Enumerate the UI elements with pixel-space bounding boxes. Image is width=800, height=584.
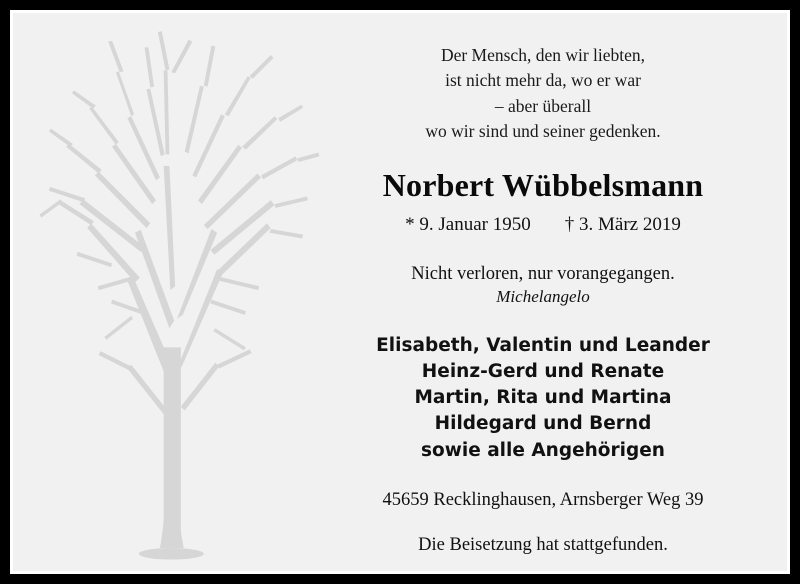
family-line-1: Elisabeth, Valentin und Leander	[376, 334, 710, 356]
death-date: † 3. März 2019	[564, 213, 681, 235]
quote-author: Michelangelo	[496, 286, 590, 306]
bare-tree-icon	[13, 13, 343, 571]
verse-line-2: ist nicht mehr da, wo er war	[445, 70, 641, 91]
family-line-5: sowie alle Angehörigen	[421, 439, 665, 461]
obituary-content-area	[13, 13, 787, 571]
family-line-3: Martin, Rita und Martina	[414, 387, 672, 409]
life-dates	[313, 214, 773, 236]
obituary-text-column	[313, 13, 773, 571]
family-line-2: Heinz-Gerd und Renate	[421, 360, 665, 382]
obituary-inner-frame	[10, 10, 790, 574]
family-list	[313, 333, 773, 464]
verse-line-1: Der Mensch, den wir liebten,	[440, 45, 646, 65]
address-line: 45659 Recklinghausen, Arnsberger Weg 39	[382, 489, 704, 510]
verse-line-4: wo wir sind und seiner gedenken.	[425, 121, 661, 142]
family-line-4: Hildegard und Bernd	[434, 413, 652, 435]
funeral-note: Die Beisetzung hat stattgefunden.	[418, 534, 668, 555]
deceased-name: Norbert Wübbelsmann	[382, 166, 704, 203]
memorial-quote: Nicht verloren, nur vorangegangen.	[411, 263, 675, 284]
memorial-verse	[313, 43, 773, 145]
verse-line-3: – aber überall	[494, 95, 592, 116]
birth-date: * 9. Januar 1950	[405, 213, 531, 235]
